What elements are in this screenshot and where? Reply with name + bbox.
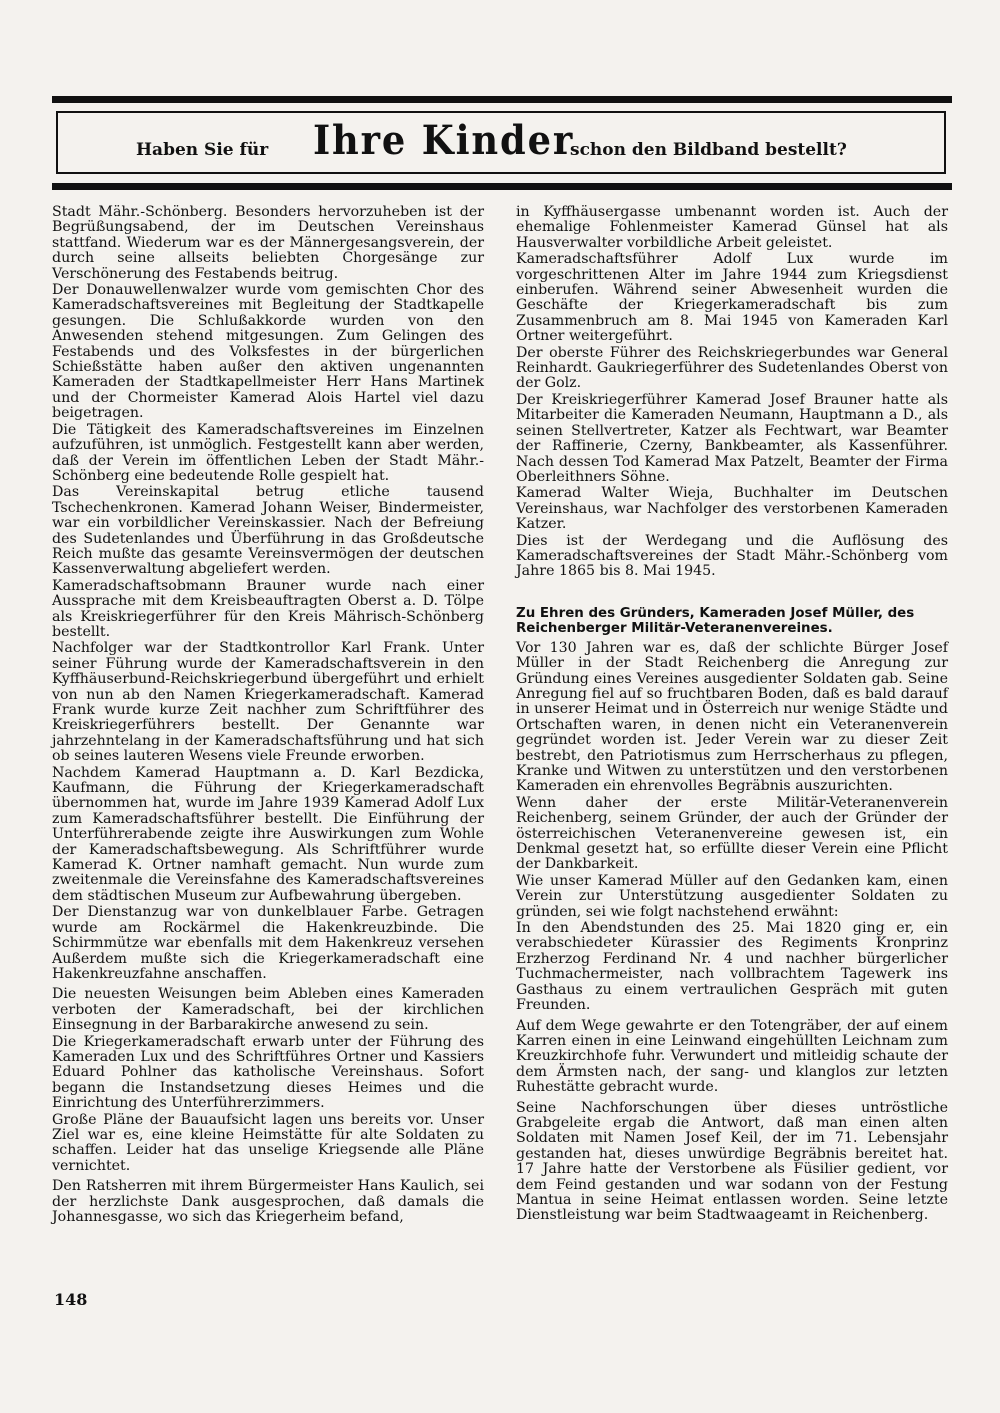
paragraph: Auf dem Wege gewahrte er den Totengräber, der auf einem Karren einen in eine Leinwand eingehüllten Leichnam zum Kreuzkirchhofe fuhr. Verwundert und mitleidig schaute der dem Ärmsten nach, der sang- und klanglos zur letzten Ruhestätte gebracht wurde. (516, 1017, 948, 1096)
paragraph: Nachfolger war der Stadtkontrollor Karl Frank. Unter seiner Führung wurde der Kameradschaftsverein in den Kyffhäuserbund-Reichskriegerbund übergeführt und erhielt von nun ab den Namen Kriegerkameradschaft. Kamerad Frank wurde kurze Zeit nachher zum Schriftführer des Kreiskriegerführers bestellt. Der Genannte war jahrzehntelang in der Kameradschaftsführung und hat sich ob seines lauteren Wesens viele Freunde erworben. (52, 640, 484, 765)
paragraph: Der Donauwellenwalzer wurde vom gemischten Chor des Kameradschaftsvereines mit Begleitung der Stadtkapelle gesungen. Die Schlußakkorde wurden von den Anwesenden stehend mitgesungen. Zum Gelingen des Festabends und des Volksfestes in der bürgerlichen Schießstätte haben außer den aktiven ungenannten Kameraden der Stadtkapellmeister Herr Hans Martinek und der Chormeister Kamerad Alois Hartel viel dazu beigetragen. (52, 282, 484, 422)
paragraph: Wenn daher der erste Militär-Veteranenverein Reichenberg, seinem Gründer, der auch der Gründer der österreichischen Veteranenvereine gewesen ist, ein Denkmal gesetzt hat, so erfüllte dieser Verein eine Pflicht der Dankbarkeit. (516, 794, 948, 873)
paragraph: Die Kriegerkameradschaft erwarb unter der Führung des Kameraden Lux und des Schriftführes Ortner und Kassiers Eduard Pohlner das katholische Vereinshaus. Sofort begann die Instandsetzung dieses Heimes und die Einrichtung des Unterführerzimmers. (52, 1033, 484, 1112)
advertisement-banner (56, 111, 946, 174)
paragraph: Stadt Mähr.-Schönberg. Besonders hervorzuheben ist der Begrüßungsabend, der im Deutschen Vereinshaus stattfand. Wiederum war es der Männergesangsverein, der durch seine allseits beliebten Chorgesänge zur Verschönerung des Festabends beitrug. (52, 204, 484, 282)
left-column (52, 205, 484, 1226)
paragraph: Die neuesten Weisungen beim Ableben eines Kameraden verboten der Kameradschaft, bei der kirchlichen Einsegnung in der Barbarakirche anwesend zu sein. (52, 986, 484, 1034)
ad-right-text: schon den Bildband bestellt? (570, 140, 847, 160)
right-column (516, 205, 948, 1225)
paragraph: in Kyffhäusergasse umbenannt worden ist. Auch der ehemalige Fohlenmeister Kamerad Günsel hat als Hausverwalter vorbildliche Arbeit geleistet. (516, 204, 948, 251)
paragraph: Vor 130 Jahren war es, daß der schlichte Bürger Josef Müller in der Stadt Reichenberg die Anregung zur Gründung eines Vereines ausgedienter Soldaten gab. Seine Anregung fiel auf so fruchtbaren Boden, daß es bald darauf in unserer Heimat und in Österreich nur wenige Städte und Ortschaften waren, in denen nicht ein Veteranenverein gegründet worden ist. Jeder Verein war zu dieser Zeit bestrebt, den Patriotismus zum Herrscherhaus zu pflegen, Kranke und Witwen zu unterstützen und den verstorbenen Kameraden ein ehrenvolles Begräbnis auszurichten. (516, 639, 948, 795)
paragraph: Wie unser Kamerad Müller auf den Gedanken kam, einen Verein zur Unterstützung ausgedienter Soldaten zu gründen, sei wie folgt nachstehend erwähnt: (516, 872, 948, 920)
paragraph: Große Pläne der Bauaufsicht lagen uns bereits vor. Unser Ziel war es, eine kleine Heimstätte für alte Soldaten zu schaffen. Leider hat das unselige Kriegsende alle Pläne vernichtet. (52, 1111, 484, 1174)
paragraph: Der Kreiskriegerführer Kamerad Josef Brauner hatte als Mitarbeiter die Kameraden Neumann, Hauptmann a D., als seinen Stellvertreter, Katzer als Fechtwart, war Beamter der Raffinerie, Czerny, Bankbeamter, als Kassenführer. Nach dessen Tod Kamerad Max Patzelt, Beamter der Firma Oberleithners Söhne. (516, 391, 948, 485)
paragraph: Der oberste Führer des Reichskriegerbundes war General Reinhardt. Gaukriegerführer des Sudetenlandes Oberst von der Golz. (516, 344, 948, 392)
paragraph: Seine Nachforschungen über dieses untröstliche Grabgeleite ergab die Antwort, daß man einen alten Soldaten mit Namen Josef Keil, der im 71. Lebensjahr gestanden hat, dieses unwürdige Begräbnis bereitet hat. 17 Jahre hatte der Verstorbene als Füsilier gedient, vor dem Feind gestanden und war sodann von der Festung Mantua in seine Heimat entlassen worden. Seine letzte Dienstleistung war beim Stadtwaageamt in Reichenberg. (516, 1099, 948, 1224)
paragraph: Die Tätigkeit des Kameradschaftsvereines im Einzelnen aufzuführen, ist unmöglich. Festgestellt kann aber werden, daß der Verein im öffentlichen Leben der Stadt Mähr.-Schönberg eine bedeutende Rolle gespielt hat. (52, 421, 484, 484)
paragraph: Der Dienstanzug war von dunkelblauer Farbe. Getragen wurde am Rockärmel die Hakenkreuzbinde. Die Schirmmütze war ebenfalls mit dem Hakenkreuz versehen Außerdem mußte sich die Kriegerkameradschaft eine Hakenkreuzfahne anschaffen. (52, 904, 484, 982)
paragraph: Kameradschaftsobmann Brauner wurde nach einer Aussprache mit dem Kreisbeauftragten Oberst a. D. Tölpe als Kreiskriegerführer für den Kreis Mährisch-Schönberg bestellt. (52, 577, 484, 640)
bottom-rule (52, 183, 952, 190)
paragraph: Kameradschaftsführer Adolf Lux wurde im vorgeschrittenen Alter im Jahre 1944 zum Kriegsdienst einberufen. Während seiner Abwesenheit wurden die Geschäfte der Kriegerkameradschaft bis zum Zusammenbruch am 8. Mai 1945 von Kameraden Karl Ortner weitergeführt. (516, 251, 948, 345)
ad-left-text: Haben Sie für (136, 140, 269, 160)
section-heading: Zu Ehren des Gründers, Kameraden Josef Müller, des Reichenberger Militär-Veteranenvereines. (516, 605, 915, 636)
ad-headline: Ihre Kinder (313, 117, 575, 164)
paragraph: Kamerad Walter Wieja, Buchhalter im Deutschen Vereinshaus, war Nachfolger des verstorbenen Kameraden Katzer. (516, 485, 948, 533)
paragraph: Nachdem Kamerad Hauptmann a. D. Karl Bezdicka, Kaufmann, die Führung der Kriegerkameradschaft übernommen hat, wurde im Jahre 1939 Kamerad Adolf Lux zum Kameradschaftsführer bestellt. Die Einführung der Unterführerabende zeigte ihre Auswirkungen zum Wohle der Kameradschaftsbewegung. Als Schriftführer wurde Kamerad K. Ortner namhaft gemacht. Nun wurde zum zweitenmale die Vereinsfahne des Kameradschaftsvereines dem städtischen Museum zur Aufbewahrung übergeben. (52, 764, 484, 904)
paragraph: In den Abendstunden des 25. Mai 1820 ging er, ein verabschiedeter Kürassier des Regiments Kronprinz Erzherzog Ferdinand Nr. 4 und nachher bürgerlicher Tuchmachermeister, nach vollbrachtem Tagewerk ins Gasthaus zu einem vertraulichen Gespräch mit guten Freunden. (516, 920, 948, 1014)
paragraph: Das Vereinskapital betrug etliche tausend Tschechenkronen. Kamerad Johann Weiser, Bindermeister, war ein vorbildlicher Vereinskassier. Nach der Befreiung des Sudetenlandes und Überführung in das Großdeutsche Reich mußte das gesamte Vereinsvermögen der deutschen Kassenverwaltung abgeliefert werden. (52, 484, 484, 578)
paragraph: Den Ratsherren mit ihrem Bürgermeister Hans Kaulich, sei der herzlichste Dank ausgesprochen, daß damals die Johannesgasse, wo sich das Kriegerheim befand, (52, 1178, 484, 1225)
page-number: 148 (54, 1290, 88, 1309)
top-rule (52, 96, 952, 103)
paragraph: Dies ist der Werdegang und die Auflösung des Kameradschaftsvereines der Stadt Mähr.-Schönberg vom Jahre 1865 bis 8. Mai 1945. (516, 532, 948, 580)
